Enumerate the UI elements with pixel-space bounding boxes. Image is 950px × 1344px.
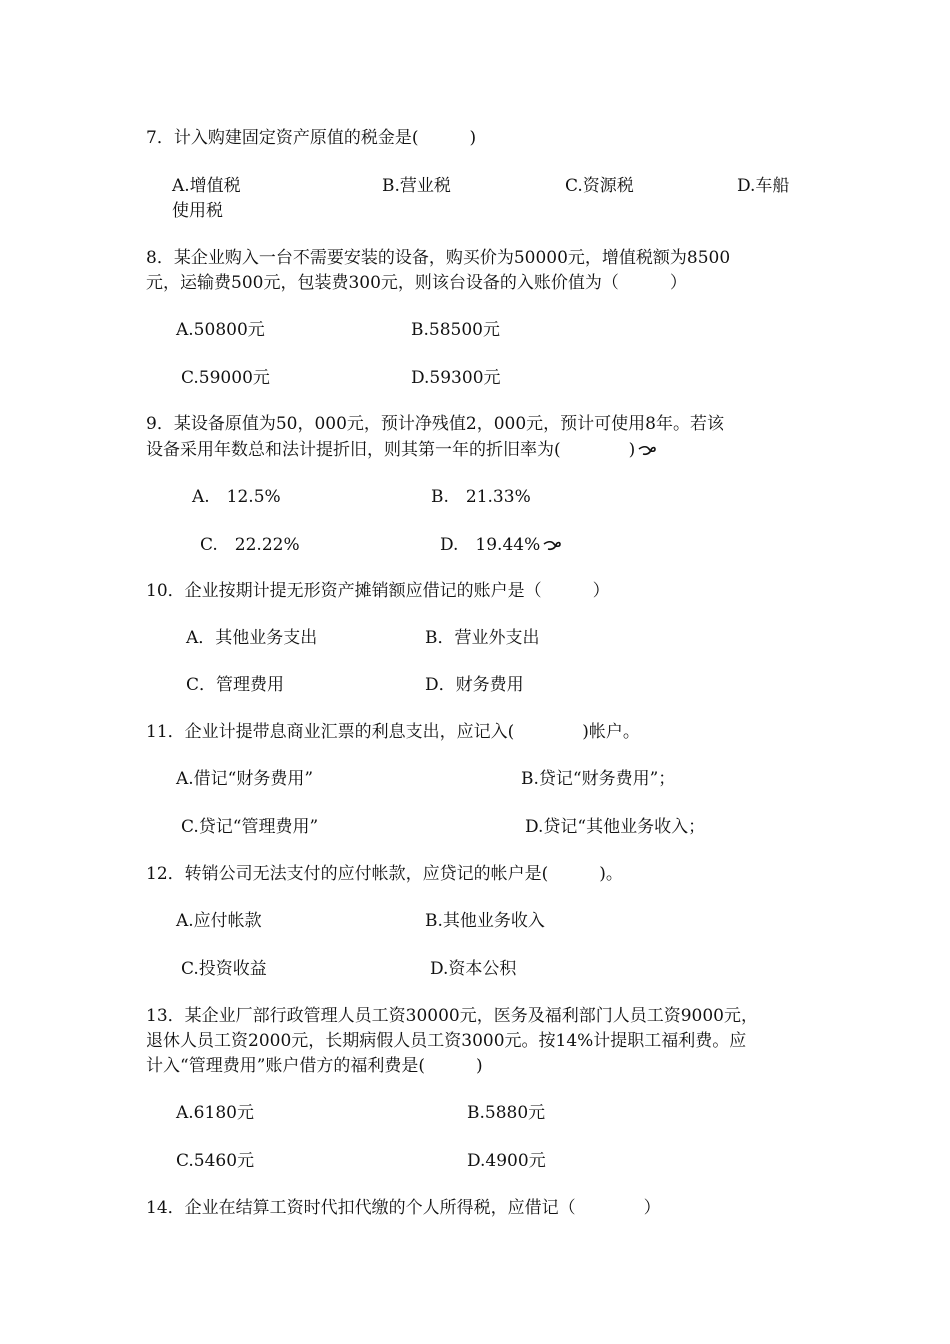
question-13-option-b: B.5880元 (467, 1103, 546, 1123)
question-7-option-c: C.资源税 (565, 176, 634, 196)
question-11-option-b: B.贷记“财务费用”； (521, 769, 676, 789)
question-9-stem-cont-text: 设备采用年数总和法计提折旧，则其第一年的折旧率为( ) (146, 440, 636, 460)
question-13-stem-cont-1: 退休人员工资2000元，长期病假人员工资3000元。按14%计提职工福利费。应 (146, 1031, 747, 1051)
question-9-stem: 9．某设备原值为50，000元，预计净残值2，000元，预计可使用8年。若该 (146, 414, 724, 434)
question-12-option-b: B.其他业务收入 (425, 911, 545, 931)
question-11-stem: 11．企业计提带息商业汇票的利息支出，应记入( )帐户。 (146, 722, 640, 742)
question-7-option-d-cont: 使用税 (172, 201, 223, 221)
question-9-option-b: B. 21.33% (431, 487, 531, 507)
return-mark-icon (637, 445, 657, 457)
question-8-option-b: B.58500元 (411, 320, 500, 340)
question-10-option-a: A．其他业务支出 (186, 628, 318, 648)
question-10-option-c: C．管理费用 (186, 675, 285, 695)
question-10-option-d: D．财务费用 (425, 675, 524, 695)
question-12-option-c: C.投资收益 (181, 959, 267, 979)
question-12-option-a: A.应付帐款 (176, 911, 262, 931)
question-8-option-c: C.59000元 (181, 368, 270, 388)
question-8-stem: 8．某企业购入一台不需要安装的设备，购买价为50000元，增值税额为8500 (146, 248, 731, 268)
return-mark-icon (542, 540, 562, 552)
question-13-option-d: D.4900元 (467, 1151, 546, 1171)
question-7-option-a: A.增值税 (172, 176, 241, 196)
question-12-option-d: D.资本公积 (430, 959, 517, 979)
question-13-option-c: C.5460元 (176, 1151, 255, 1171)
question-9-option-a: A. 12.5% (192, 487, 281, 507)
question-8-option-d: D.59300元 (411, 368, 501, 388)
question-9-option-d (440, 533, 562, 557)
question-9-option-d-text: D. 19.44% (440, 535, 541, 555)
question-8-stem-cont: 元，运输费500元，包装费300元，则该台设备的入账价值为（ ） (146, 273, 687, 293)
question-7-stem: 7．计入购建固定资产原值的税金是( ) (146, 128, 477, 148)
question-14-stem: 14．企业在结算工资时代扣代缴的个人所得税，应借记（ ） (146, 1198, 661, 1218)
question-12-stem: 12．转销公司无法支付的应付帐款，应贷记的帐户是( )。 (146, 864, 623, 884)
question-10-option-b: B．营业外支出 (425, 628, 540, 648)
question-8-option-a: A.50800元 (176, 320, 265, 340)
question-13-stem-cont-2: 计入“管理费用”账户借方的福利费是( ) (146, 1056, 483, 1076)
question-10-stem: 10．企业按期计提无形资产摊销额应借记的账户是（ ） (146, 581, 610, 601)
question-9-stem-cont (146, 438, 657, 462)
question-9-option-c: C. 22.22% (200, 535, 300, 555)
question-7-option-b: B.营业税 (382, 176, 451, 196)
question-11-option-a: A.借记“财务费用” (176, 769, 314, 789)
question-7-option-d: D.车船 (737, 176, 790, 196)
question-13-option-a: A.6180元 (176, 1103, 254, 1123)
question-13-stem: 13．某企业厂部行政管理人员工资30000元，医务及福利部门人员工资9000元， (146, 1006, 758, 1026)
question-11-option-d: D.贷记“其他业务收入； (525, 817, 706, 837)
question-11-option-c: C.贷记“管理费用” (181, 817, 319, 837)
